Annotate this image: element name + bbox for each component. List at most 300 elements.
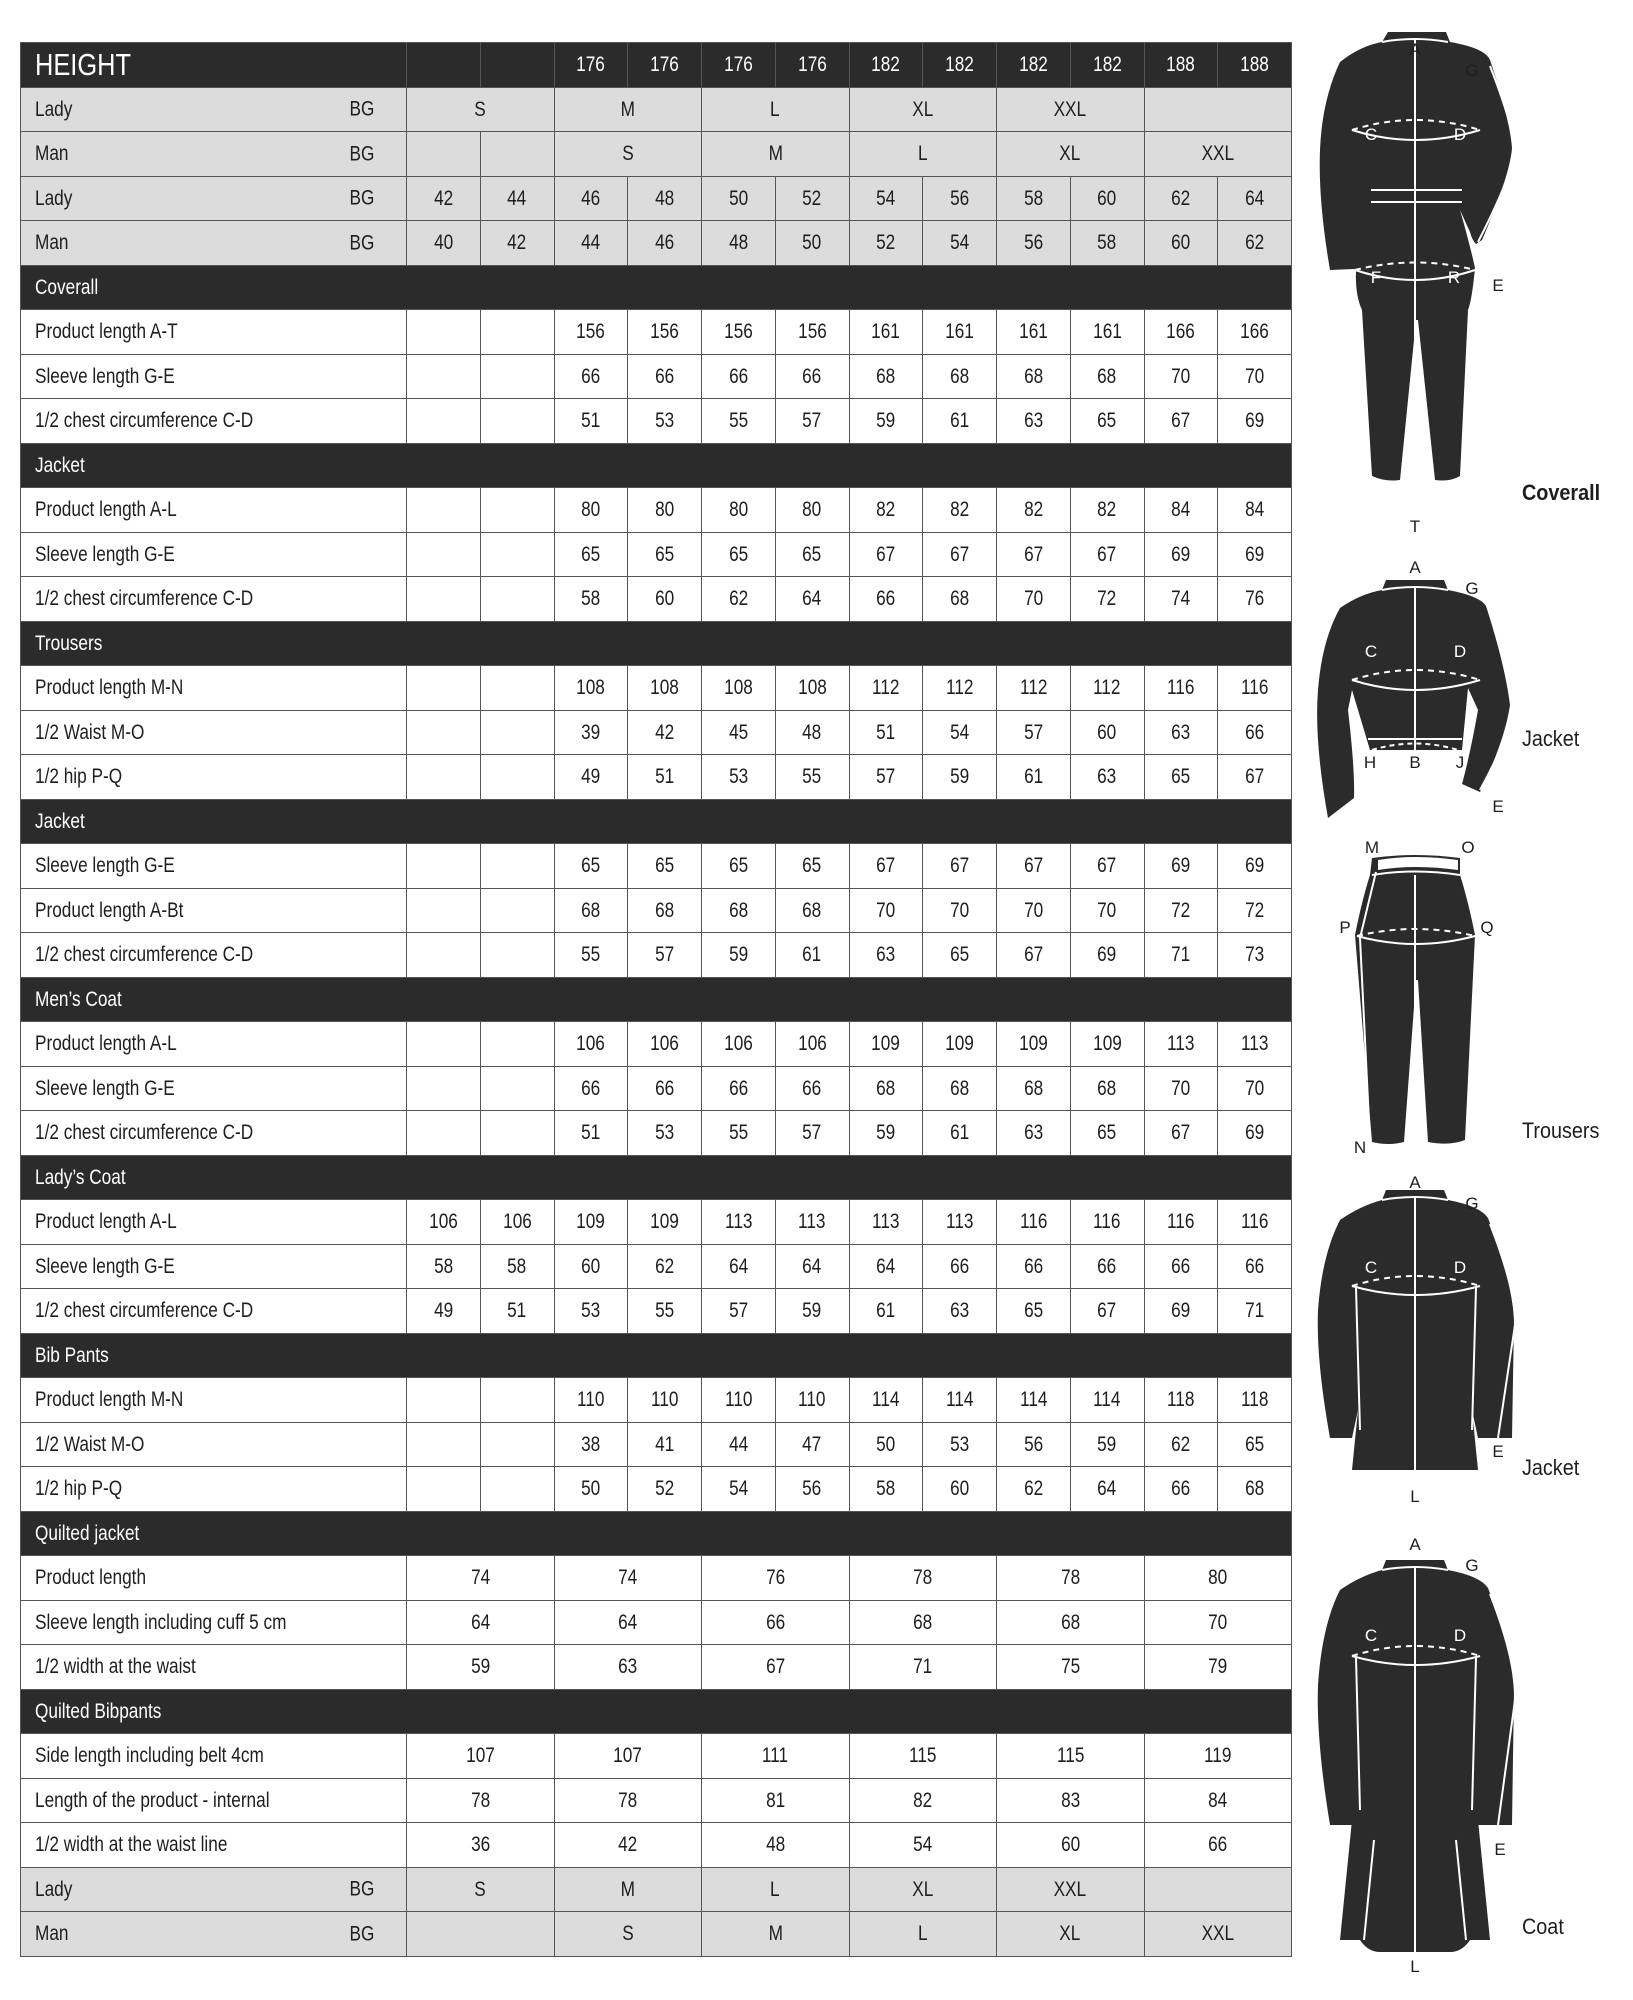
section-title: Jacket — [35, 809, 85, 833]
cell-value: 61 — [876, 1299, 896, 1323]
row-label-cell — [21, 1066, 407, 1111]
value-cell — [702, 1289, 776, 1334]
value-cell — [702, 1111, 776, 1156]
value-cell — [554, 888, 628, 933]
cell-value: 48 — [728, 231, 748, 255]
value-cell — [775, 221, 849, 266]
cell-value: 66 — [1208, 1833, 1228, 1857]
row-label-cell — [21, 933, 407, 978]
cell-value: 53 — [655, 409, 675, 433]
row-label-cell — [21, 1422, 407, 1467]
cell-value: 72 — [1097, 587, 1117, 611]
value-cell — [775, 1022, 849, 1067]
value-cell — [407, 710, 481, 755]
value-cell — [997, 933, 1071, 978]
value-cell — [407, 399, 481, 444]
value-cell — [1070, 221, 1144, 266]
value-cell — [1218, 1378, 1292, 1423]
row-label-cell — [21, 354, 407, 399]
value-cell — [923, 354, 997, 399]
value-cell — [849, 1244, 923, 1289]
value-cell — [480, 933, 554, 978]
cell-value: 54 — [950, 720, 970, 744]
cell-value: 61 — [950, 1121, 970, 1145]
table-row — [21, 1734, 1292, 1779]
table-row — [21, 1022, 1292, 1067]
row-label: HEIGHT — [35, 47, 132, 83]
cell-value: 70 — [1171, 364, 1191, 388]
row-label-cell — [21, 399, 407, 444]
value-cell — [923, 399, 997, 444]
value-cell — [997, 176, 1071, 221]
value-cell — [1070, 666, 1144, 711]
value-cell — [849, 1378, 923, 1423]
bg-label: BG — [349, 186, 374, 210]
cell-value: 109 — [1092, 1032, 1122, 1056]
value-cell — [407, 1378, 481, 1423]
cell-value: 116 — [1240, 1210, 1269, 1234]
cell-value: 59 — [470, 1655, 490, 1679]
cell-value: 72 — [1171, 898, 1191, 922]
size-row — [21, 132, 1292, 177]
value-cell — [1144, 221, 1218, 266]
cell-value: 57 — [802, 1121, 822, 1145]
cell-value: 65 — [802, 854, 822, 878]
size-value: M — [620, 97, 635, 121]
figure-label-jacket: Jacket — [1522, 1455, 1580, 1480]
cell-value: 69 — [1171, 1299, 1191, 1323]
value-cell — [997, 399, 1071, 444]
value-cell — [554, 666, 628, 711]
row-label-cell — [21, 710, 407, 755]
value-cell — [849, 1823, 997, 1868]
cell-value: 116 — [1019, 1210, 1048, 1234]
point-label: D — [1453, 642, 1467, 661]
value-cell — [775, 933, 849, 978]
value-cell — [775, 577, 849, 622]
row-label: 1/2 width at the waist line — [35, 1833, 228, 1857]
cell-value: 65 — [1171, 765, 1191, 789]
row-label-cell — [21, 1556, 407, 1601]
cell-value: 82 — [1097, 498, 1117, 522]
cell-value: 66 — [1245, 1254, 1265, 1278]
row-label-cell — [21, 1645, 407, 1690]
point-label: C — [1364, 1258, 1378, 1277]
value-cell — [1144, 1066, 1218, 1111]
cell-value: 58 — [507, 1254, 527, 1278]
cell-value: 51 — [655, 765, 675, 789]
value-cell — [702, 1778, 850, 1823]
point-label: M — [1364, 838, 1380, 857]
cell-value: 62 — [1245, 231, 1265, 255]
table-row — [21, 888, 1292, 933]
value-cell — [775, 1422, 849, 1467]
point-label: G — [1465, 1556, 1479, 1575]
row-label: Product length A-L — [35, 1210, 177, 1234]
cell-value: 67 — [950, 854, 970, 878]
value-cell — [997, 1422, 1071, 1467]
point-label: J — [1455, 753, 1465, 772]
cell-value: 78 — [618, 1788, 638, 1812]
value-cell — [1218, 577, 1292, 622]
section-header — [21, 1689, 1292, 1734]
value-cell — [997, 1556, 1145, 1601]
value-cell — [1144, 1111, 1218, 1156]
value-cell — [702, 1556, 850, 1601]
value-cell — [1070, 1467, 1144, 1512]
value-cell — [1070, 532, 1144, 577]
cell-value: 67 — [1245, 765, 1265, 789]
cell-value: 65 — [581, 854, 601, 878]
bg-label: BG — [349, 1922, 374, 1946]
row-label-cell — [21, 844, 407, 889]
value-cell — [702, 221, 776, 266]
row-label-cell — [21, 1244, 407, 1289]
cell-value: 66 — [728, 1076, 748, 1100]
cell-value: 64 — [802, 587, 822, 611]
cell-value: 42 — [655, 720, 675, 744]
height-cell — [997, 43, 1071, 88]
coverall-silhouette-icon — [1300, 0, 1633, 540]
size-row-label — [21, 1912, 407, 1957]
value-cell — [849, 1600, 997, 1645]
section-title-cell — [21, 1155, 1292, 1200]
cell-value: 79 — [1208, 1655, 1228, 1679]
value-cell — [702, 933, 776, 978]
cell-value: 60 — [1097, 186, 1117, 210]
value-cell — [849, 1022, 923, 1067]
table-row — [21, 1778, 1292, 1823]
value-cell — [849, 1467, 923, 1512]
value-cell — [480, 221, 554, 266]
point-label: L — [1410, 1487, 1420, 1506]
value-cell — [407, 1467, 481, 1512]
cell-value: 59 — [1097, 1432, 1117, 1456]
value-cell — [1218, 176, 1292, 221]
cell-value: 108 — [797, 676, 827, 700]
cell-value: 67 — [1171, 1121, 1191, 1145]
cell-value: 113 — [1167, 1032, 1195, 1056]
value-cell — [480, 577, 554, 622]
value-cell — [775, 354, 849, 399]
point-label: H — [1363, 753, 1377, 772]
row-label-cell — [21, 1778, 407, 1823]
table-row — [21, 399, 1292, 444]
point-label: D — [1453, 1626, 1467, 1645]
cell-value: 74 — [618, 1566, 638, 1590]
value-cell — [554, 710, 628, 755]
size-value: XL — [1059, 1922, 1081, 1946]
size-group-cell — [1144, 87, 1292, 132]
value-cell — [554, 577, 628, 622]
point-label: G — [1465, 579, 1479, 598]
value-cell — [702, 1600, 850, 1645]
value-cell — [554, 176, 628, 221]
cell-value: 66 — [655, 1076, 675, 1100]
value-cell — [849, 1645, 997, 1690]
section-header — [21, 1511, 1292, 1556]
figure-coat — [1300, 1520, 1633, 1980]
row-label: Length of the product - internal — [35, 1788, 270, 1812]
value-cell — [628, 354, 702, 399]
cell-value: 66 — [728, 364, 748, 388]
value-cell — [997, 310, 1071, 355]
value-cell — [554, 1022, 628, 1067]
section-title: Quilted jacket — [35, 1521, 140, 1545]
cell-value: 108 — [723, 676, 753, 700]
cell-value: 67 — [765, 1655, 785, 1679]
cell-value: 58 — [1023, 186, 1043, 210]
value-cell — [702, 1066, 776, 1111]
cell-value: 50 — [728, 186, 748, 210]
point-label: C — [1364, 642, 1378, 661]
cell-value: 62 — [1023, 1477, 1043, 1501]
value-cell — [702, 354, 776, 399]
cell-value: 70 — [1171, 1076, 1191, 1100]
value-cell — [554, 1378, 628, 1423]
value-cell — [923, 577, 997, 622]
cell-value: 113 — [798, 1210, 826, 1234]
cell-value: 51 — [876, 720, 896, 744]
cell-value: 65 — [1245, 1432, 1265, 1456]
cell-value: 56 — [950, 186, 970, 210]
cell-value: 68 — [1097, 364, 1117, 388]
value-cell — [554, 1734, 702, 1779]
point-label: P — [1339, 918, 1351, 937]
size-row — [21, 87, 1292, 132]
value-cell — [997, 1467, 1071, 1512]
row-label-cell — [21, 1111, 407, 1156]
cell-value: 111 — [762, 1744, 789, 1768]
size-group-cell — [407, 87, 555, 132]
value-cell — [628, 666, 702, 711]
cell-value: 52 — [876, 231, 896, 255]
value-cell — [923, 666, 997, 711]
section-title: Men’s Coat — [35, 987, 122, 1011]
value-cell — [775, 1111, 849, 1156]
table-row — [21, 1422, 1292, 1467]
cell-value: 53 — [728, 765, 748, 789]
size-cell — [480, 132, 554, 177]
value-cell — [702, 532, 776, 577]
value-cell — [1144, 933, 1218, 978]
value-cell — [628, 1066, 702, 1111]
value-cell — [1070, 176, 1144, 221]
height-value: 182 — [1092, 53, 1122, 77]
table-row — [21, 1556, 1292, 1601]
cell-value: 116 — [1240, 676, 1269, 700]
cell-value: 62 — [655, 1254, 675, 1278]
height-cell — [702, 43, 776, 88]
value-cell — [554, 488, 628, 533]
size-row-label — [21, 132, 407, 177]
row-label-cell — [21, 1200, 407, 1245]
value-cell — [480, 488, 554, 533]
value-cell — [997, 532, 1071, 577]
value-cell — [923, 1244, 997, 1289]
point-label: D — [1453, 1258, 1467, 1277]
value-cell — [1144, 577, 1218, 622]
size-value: XXL — [1053, 97, 1087, 121]
point-label: E — [1494, 1840, 1506, 1859]
cell-value: 67 — [1023, 854, 1043, 878]
value-cell — [1218, 354, 1292, 399]
value-cell — [849, 1422, 923, 1467]
cell-value: 82 — [876, 498, 896, 522]
cell-value: 66 — [1171, 1477, 1191, 1501]
value-cell — [1144, 1734, 1292, 1779]
value-cell — [702, 399, 776, 444]
cell-value: 113 — [1240, 1032, 1269, 1056]
cell-value: 63 — [876, 943, 896, 967]
cell-value: 61 — [802, 943, 822, 967]
row-label: Man — [35, 1922, 69, 1946]
value-cell — [554, 532, 628, 577]
value-cell — [997, 1600, 1145, 1645]
cell-value: 68 — [728, 898, 748, 922]
cell-value: 46 — [655, 231, 675, 255]
cell-value: 49 — [581, 765, 601, 789]
value-cell — [1070, 844, 1144, 889]
size-value: L — [770, 97, 781, 121]
cell-value: 72 — [1245, 898, 1265, 922]
size-group-cell — [1144, 1912, 1292, 1957]
cell-value: 65 — [655, 854, 675, 878]
value-cell — [628, 488, 702, 533]
value-cell — [923, 710, 997, 755]
section-title-cell — [21, 1689, 1292, 1734]
point-label: G — [1465, 61, 1479, 80]
value-cell — [997, 1066, 1071, 1111]
value-cell — [407, 666, 481, 711]
jacket-long-silhouette-icon — [1300, 1160, 1633, 1520]
row-label-cell — [21, 1022, 407, 1067]
row-label: Side length including belt 4cm — [35, 1744, 264, 1768]
row-label-cell — [21, 577, 407, 622]
value-cell — [775, 1289, 849, 1334]
value-cell — [702, 888, 776, 933]
value-cell — [480, 888, 554, 933]
value-cell — [628, 399, 702, 444]
value-cell — [923, 888, 997, 933]
section-header — [21, 799, 1292, 844]
cell-value: 107 — [465, 1744, 495, 1768]
value-cell — [554, 310, 628, 355]
cell-value: 64 — [876, 1254, 896, 1278]
cell-value: 66 — [802, 1076, 822, 1100]
cell-value: 53 — [950, 1432, 970, 1456]
size-group-cell — [849, 132, 997, 177]
height-cell — [1218, 43, 1292, 88]
cell-value: 42 — [507, 231, 527, 255]
cell-value: 55 — [581, 943, 601, 967]
row-label-cell — [21, 532, 407, 577]
value-cell — [923, 844, 997, 889]
point-label: R — [1447, 268, 1461, 287]
cell-value: 82 — [950, 498, 970, 522]
cell-value: 63 — [1023, 1121, 1043, 1145]
value-cell — [1144, 710, 1218, 755]
value-cell — [407, 888, 481, 933]
value-cell — [407, 1734, 555, 1779]
value-cell — [1070, 310, 1144, 355]
cell-value: 114 — [945, 1388, 974, 1412]
cell-value: 112 — [1093, 676, 1121, 700]
cell-value: 63 — [618, 1655, 638, 1679]
cell-value: 114 — [872, 1388, 900, 1412]
cell-value: 80 — [802, 498, 822, 522]
cell-value: 62 — [1171, 186, 1191, 210]
size-chart-table — [20, 42, 1292, 1957]
value-cell — [628, 1378, 702, 1423]
cell-value: 42 — [618, 1833, 638, 1857]
cell-value: 68 — [581, 898, 601, 922]
row-label: 1/2 chest circumference C-D — [35, 587, 254, 611]
height-cell — [1070, 43, 1144, 88]
trousers-silhouette-icon — [1300, 830, 1633, 1160]
size-value: M — [768, 1922, 783, 1946]
value-cell — [997, 1111, 1071, 1156]
value-cell — [997, 1823, 1145, 1868]
cell-value: 66 — [876, 587, 896, 611]
value-cell — [997, 354, 1071, 399]
cell-value: 68 — [1060, 1610, 1080, 1634]
cell-value: 62 — [1171, 1432, 1191, 1456]
cell-value: 56 — [1023, 231, 1043, 255]
cell-value: 69 — [1245, 854, 1265, 878]
cell-value: 70 — [1245, 1076, 1265, 1100]
height-value: 182 — [1018, 53, 1048, 77]
value-cell — [849, 221, 923, 266]
table-row — [21, 933, 1292, 978]
row-label: Lady — [35, 1877, 73, 1901]
section-title: Jacket — [35, 453, 85, 477]
value-cell — [849, 1111, 923, 1156]
cell-value: 110 — [650, 1388, 679, 1412]
value-cell — [1218, 1066, 1292, 1111]
value-cell — [628, 221, 702, 266]
section-title: Coverall — [35, 275, 99, 299]
cell-value: 106 — [576, 1032, 606, 1056]
cell-value: 65 — [1097, 1121, 1117, 1145]
cell-value: 66 — [581, 1076, 601, 1100]
value-cell — [702, 1200, 776, 1245]
value-cell — [1070, 488, 1144, 533]
height-value: 188 — [1240, 53, 1269, 77]
cell-value: 161 — [871, 320, 901, 344]
value-cell — [923, 488, 997, 533]
value-cell — [849, 354, 923, 399]
value-cell — [1070, 933, 1144, 978]
row-label: 1/2 chest circumference C-D — [35, 1121, 254, 1145]
value-cell — [1144, 1244, 1218, 1289]
cell-value: 80 — [728, 498, 748, 522]
height-row — [21, 43, 1292, 88]
value-cell — [923, 1422, 997, 1467]
value-cell — [554, 1556, 702, 1601]
value-cell — [849, 755, 923, 800]
value-cell — [628, 888, 702, 933]
value-cell — [480, 532, 554, 577]
value-cell — [554, 1467, 628, 1512]
cell-value: 69 — [1245, 542, 1265, 566]
cell-value: 66 — [950, 1254, 970, 1278]
row-label: Lady — [35, 97, 73, 121]
value-cell — [1070, 755, 1144, 800]
cell-value: 116 — [1167, 676, 1195, 700]
value-cell — [702, 577, 776, 622]
section-header — [21, 265, 1292, 310]
